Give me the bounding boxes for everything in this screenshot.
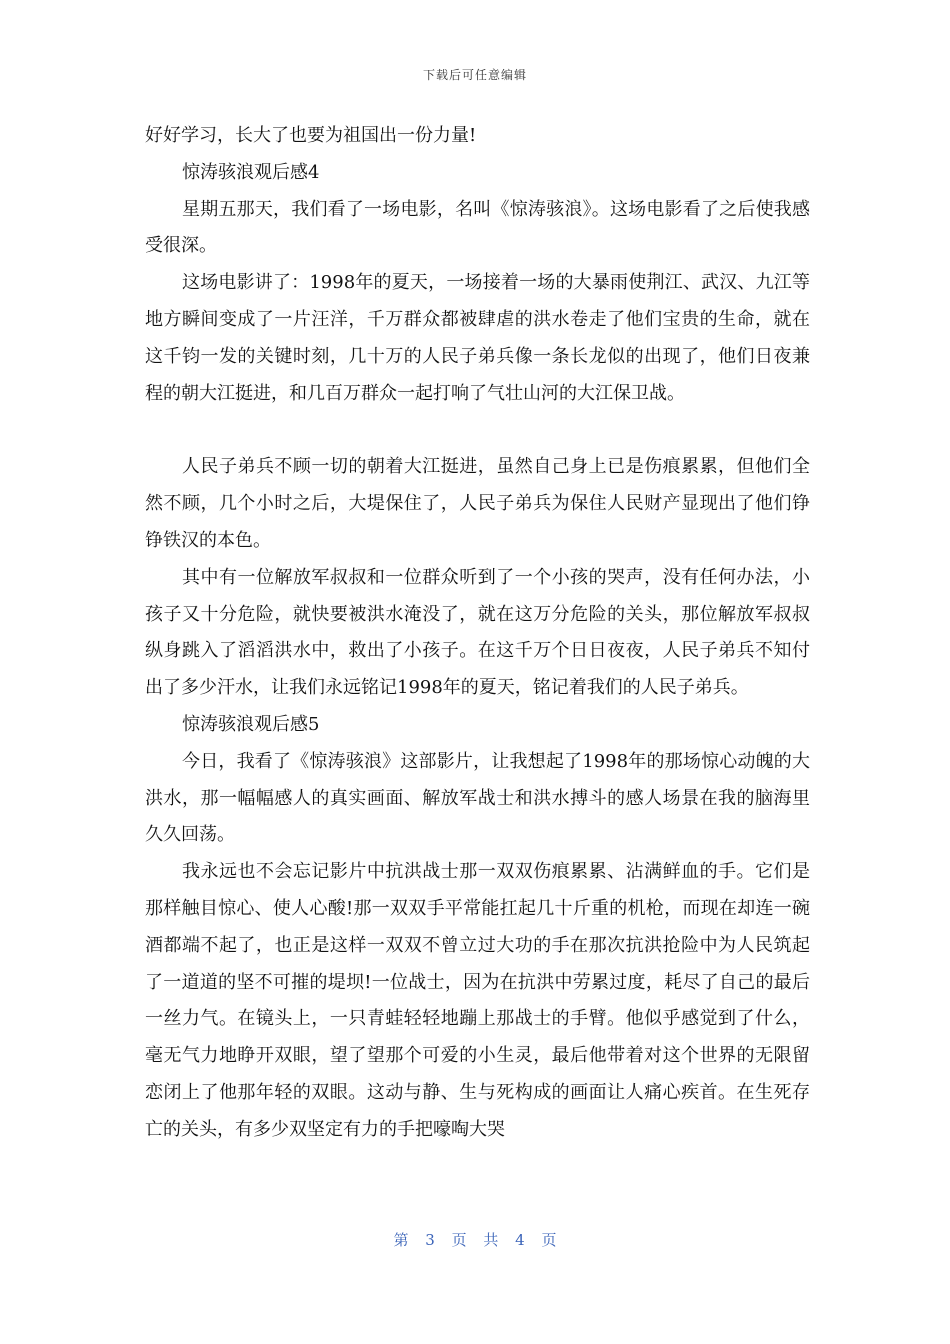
paragraph: 星期五那天，我们看了一场电影，名叫《惊涛骇浪》。这场电影看了之后使我感受很深。 [145,198,810,257]
paragraph: 人民子弟兵不顾一切的朝着大江挺进，虽然自己身上已是伤痕累累，但他们全然不顾，几个小时之后，大堤保住了，人民子弟兵为保住人民财产显现出了他们铮铮铁汉的本色。 [145,456,810,551]
paragraph: 其中有一位解放军叔叔和一位群众听到了一个小孩的哭声，没有任何办法，小孩子又十分危险，就快要被洪水淹没了，就在这万分危险的关头，那位解放军叔叔纵身跳入了滔滔洪水中，救出了小孩子。在这千万个日日夜夜，人民子弟兵不知付出了多少汗水，让我们永远铭记1998年的夏天，铭记着我们的人民子弟兵。 [145,566,810,699]
section-heading-5: 惊涛骇浪观后感5 [182,713,320,735]
paragraph: 今日，我看了《惊涛骇浪》这部影片，让我想起了1998年的那场惊心动魄的大洪水，那一幅幅感人的真实画面、解放军战士和洪水搏斗的感人场景在我的脑海里久久回荡。 [145,750,810,846]
page-header-note: 下载后可任意编辑 [422,68,527,82]
document-body [145,118,810,1149]
paragraph-continuation: 好好学习，长大了也要为祖国出一份力量! [145,125,477,146]
section-heading-4: 惊涛骇浪观后感4 [182,161,320,183]
paragraph: 我永远也不会忘记影片中抗洪战士那一双双伤痕累累、沾满鲜血的手。它们是那样触目惊心、使人心酸!那一双双手平常能扛起几十斤重的机枪，而现在却连一碗酒都端不起了，也正是这样一双双不曾立过大功的手在那次抗洪抢险中为人民筑起了一道道的坚不可摧的堤坝!一位战士，因为在抗洪中劳累过度，耗尽了自己的最后一丝力气。在镜头上，一只青蛙轻轻地蹦上那战士的手臂。他似乎感觉到了什么，毫无气力地睁开双眼，望了望那个可爱的小生灵，最后他带着对这个世界的无限留恋闭上了他那年轻的双眼。这动与静、生与死构成的画面让人痛心疾首。在生死存亡的关头，有多少双坚定有力的手把嚎啕大哭 [145,861,810,1140]
paragraph: 这场电影讲了：1998年的夏天，一场接着一场的大暴雨使荆江、武汉、九江等地方瞬间变成了一片汪洋，千万群众都被肆虐的洪水卷走了他们宝贵的生命，就在这千钧一发的关键时刻，几十万的人民子弟兵像一条长龙似的出现了，他们日夜兼程的朝大江挺进，和几百万群众一起打响了气壮山河的大江保卫战。 [145,272,810,404]
page-number-footer: 第 3 页 共 4 页 [393,1231,557,1249]
